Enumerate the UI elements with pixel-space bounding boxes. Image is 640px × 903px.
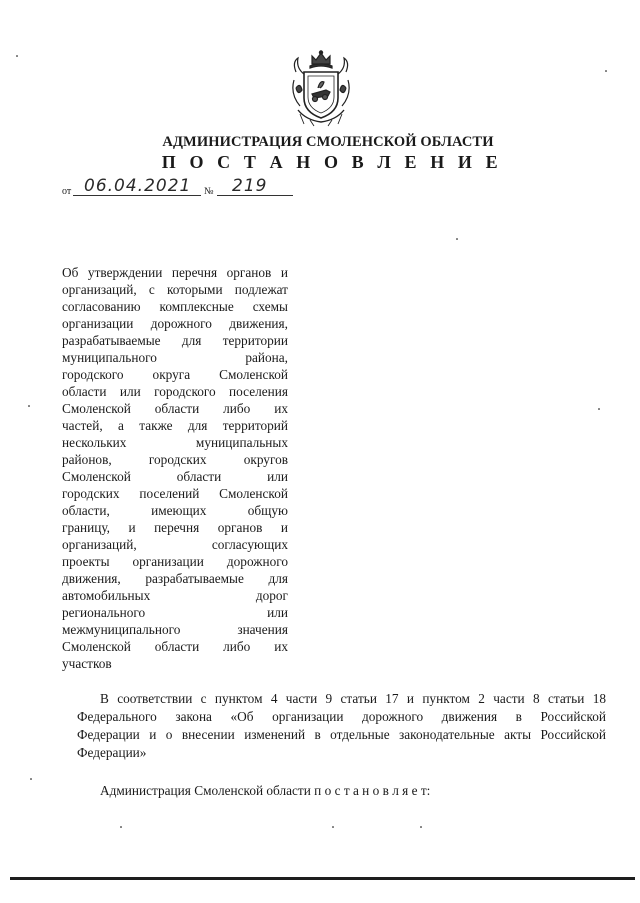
scan-speck (28, 405, 30, 407)
subject-block (62, 264, 288, 672)
subject-line: границу, и перечня органов и (62, 520, 288, 535)
subject-line: межмуниципального значения (62, 622, 288, 637)
preamble-paragraph (77, 690, 606, 762)
subject-line: движения, разрабатываемые для (62, 571, 288, 586)
document-type-title: П О С Т А Н О В Л Е Н И Е (161, 152, 503, 172)
scan-speck (456, 238, 458, 240)
scan-speck (120, 826, 122, 828)
subject-line: городского округа Смоленской (62, 367, 288, 382)
subject-line: Об утверждении перечня органов и (62, 265, 288, 280)
subject-line: муниципального района, (62, 350, 288, 365)
subject-line: районов, городских округов (62, 452, 288, 467)
subject-line: организаций, с которыми подлежат (62, 282, 288, 297)
handwritten-number: 219 (232, 176, 268, 196)
subject-line: регионального или (62, 605, 288, 620)
subject-line: согласованию комплексные схемы (62, 299, 288, 314)
coat-of-arms-icon (290, 50, 352, 128)
subject-line: Смоленской области либо их (62, 639, 288, 654)
subject-line: участков (62, 656, 112, 671)
handwritten-date: 06.04.2021 (84, 176, 192, 196)
preamble-line: Федерации» (77, 745, 147, 760)
scan-speck (598, 408, 600, 410)
preamble-line: Федерального закона «Об организации дорожного движения в Российской (77, 709, 606, 724)
subject-line: проекты организации дорожного (62, 554, 288, 569)
subject-line: разрабатываемые для территории (62, 333, 288, 348)
subject-line: Смоленской области или (62, 469, 288, 484)
subject-line: автомобильных дорог (62, 588, 288, 603)
subject-line: организаций, согласующих (62, 537, 288, 552)
subject-line: области, имеющих общую (62, 503, 288, 518)
subject-line: городских поселений Смоленской (62, 486, 288, 501)
organization-title: АДМИНИСТРАЦИЯ СМОЛЕНСКОЙ ОБЛАСТИ (162, 134, 494, 150)
scan-speck (30, 778, 32, 780)
subject-line: организации дорожного движения, (62, 316, 288, 331)
date-from-label: от (62, 186, 72, 197)
page-bottom-rule (10, 877, 635, 880)
scan-speck (16, 55, 18, 57)
date-number-line (62, 178, 302, 202)
scan-speck (332, 826, 334, 828)
preamble-line: В соответствии с пунктом 4 части 9 статьи 17 и пунктом 2 части 8 статьи 18 (100, 691, 606, 706)
subject-line: частей, а также для территорий (62, 418, 288, 433)
resolution-line: Администрация Смоленской области п о с т а н о в л я е т: (100, 783, 431, 798)
subject-line: Смоленской области либо их (62, 401, 288, 416)
preamble-line: Федерации и о внесении изменений в отдельные законодательные акты Российской (77, 727, 606, 742)
scan-speck (605, 70, 607, 72)
subject-line: области или городского поселения (62, 384, 288, 399)
number-label: № (204, 186, 214, 197)
scan-speck (420, 826, 422, 828)
subject-line: нескольких муниципальных (62, 435, 288, 450)
resolution-paragraph (100, 782, 629, 800)
